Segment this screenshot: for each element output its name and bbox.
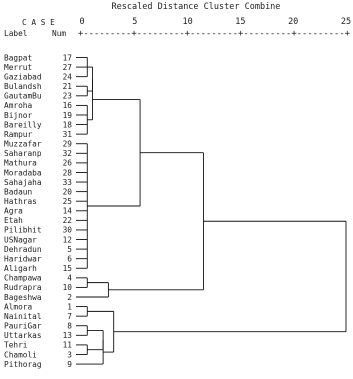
- case-label: Saharanp: [4, 149, 42, 159]
- case-label: Rudrapra: [4, 283, 42, 293]
- case-label: Haridwar: [4, 254, 42, 264]
- case-label: Agra: [4, 206, 23, 216]
- case-label: Muzzafar: [4, 139, 42, 149]
- case-number: 5: [67, 244, 72, 254]
- num-column-header: Num: [52, 29, 67, 38]
- case-number: 6: [67, 254, 72, 264]
- case-label: Pithorag: [4, 359, 42, 369]
- case-number: 15: [62, 264, 72, 274]
- case-number: 3: [67, 350, 72, 360]
- case-label: Merrut: [4, 62, 33, 72]
- case-label: Bareilly: [4, 120, 42, 130]
- case-label: Hathras: [4, 197, 37, 206]
- case-number: 4: [67, 273, 72, 283]
- case-number: 18: [62, 120, 72, 130]
- distance-axis-rule: +---------+---------+---------+---------+---------+: [78, 29, 350, 39]
- case-label: Champawa: [4, 273, 42, 283]
- axis-tick-label: 25: [340, 17, 352, 27]
- case-label: Pilibhit: [4, 225, 42, 235]
- case-number: 28: [62, 168, 72, 178]
- case-number: 21: [62, 82, 72, 92]
- case-number: 33: [62, 177, 72, 187]
- case-number: 12: [62, 235, 72, 245]
- case-number: 23: [62, 91, 72, 101]
- case-label: Bageshwa: [4, 292, 42, 302]
- case-number: 27: [62, 62, 72, 72]
- case-number: 10: [62, 283, 72, 293]
- case-label: Rampur: [4, 129, 33, 139]
- case-number: 30: [62, 225, 72, 235]
- case-label: PauriGar: [4, 321, 42, 331]
- case-number: 31: [62, 129, 72, 139]
- case-label: USNagar: [4, 235, 37, 245]
- case-label: Bulandsh: [4, 82, 42, 92]
- case-label: Almora: [4, 302, 33, 312]
- case-number: 26: [62, 158, 72, 168]
- case-number: 1: [67, 302, 72, 312]
- case-number: 32: [62, 149, 72, 159]
- case-label: Moradaba: [4, 168, 42, 178]
- case-label: Amroha: [4, 101, 33, 111]
- axis-tick-label: 15: [235, 17, 246, 27]
- label-column-header: Label: [4, 29, 28, 38]
- case-number: 16: [62, 101, 72, 111]
- case-label: Badaun: [4, 187, 33, 197]
- case-number: 11: [62, 340, 72, 350]
- case-number: 25: [62, 197, 72, 206]
- case-label: Tehri: [4, 340, 28, 350]
- case-number: 2: [67, 292, 72, 302]
- case-label: Dehradun: [4, 244, 42, 254]
- axis-tick-label: 5: [132, 17, 138, 27]
- case-label: GautamBu: [4, 91, 42, 101]
- case-header: C A S E: [22, 18, 55, 27]
- case-number: 8: [67, 321, 72, 331]
- dendrogram-links: [76, 58, 346, 365]
- axis-tick-label: 10: [182, 17, 193, 27]
- case-number: 24: [62, 72, 72, 82]
- case-number: 29: [62, 139, 72, 149]
- case-number: 22: [62, 216, 72, 226]
- case-label: Chamoli: [4, 350, 37, 360]
- case-label: Nainital: [4, 311, 42, 321]
- case-labels: [4, 53, 72, 369]
- distance-axis-ticks: [79, 17, 351, 27]
- case-number: 20: [62, 187, 72, 197]
- axis-tick-label: 20: [288, 17, 299, 27]
- case-label: Sahajaha: [4, 177, 42, 187]
- chart-title: Rescaled Distance Cluster Combine: [111, 2, 281, 12]
- case-number: 9: [67, 359, 72, 369]
- case-label: Bagpat: [4, 53, 33, 63]
- case-number: 17: [62, 53, 72, 63]
- case-number: 7: [67, 311, 72, 321]
- case-label: Gaziabad: [4, 72, 42, 82]
- case-label: Etah: [4, 216, 23, 226]
- case-label: Aligarh: [4, 264, 37, 274]
- axis-tick-label: 0: [79, 17, 85, 27]
- case-number: 19: [62, 110, 72, 120]
- case-label: Mathura: [4, 158, 37, 168]
- case-label: Uttarkas: [4, 331, 42, 341]
- case-label: Bijnor: [4, 110, 33, 120]
- case-number: 13: [62, 331, 72, 341]
- case-number: 14: [62, 206, 72, 216]
